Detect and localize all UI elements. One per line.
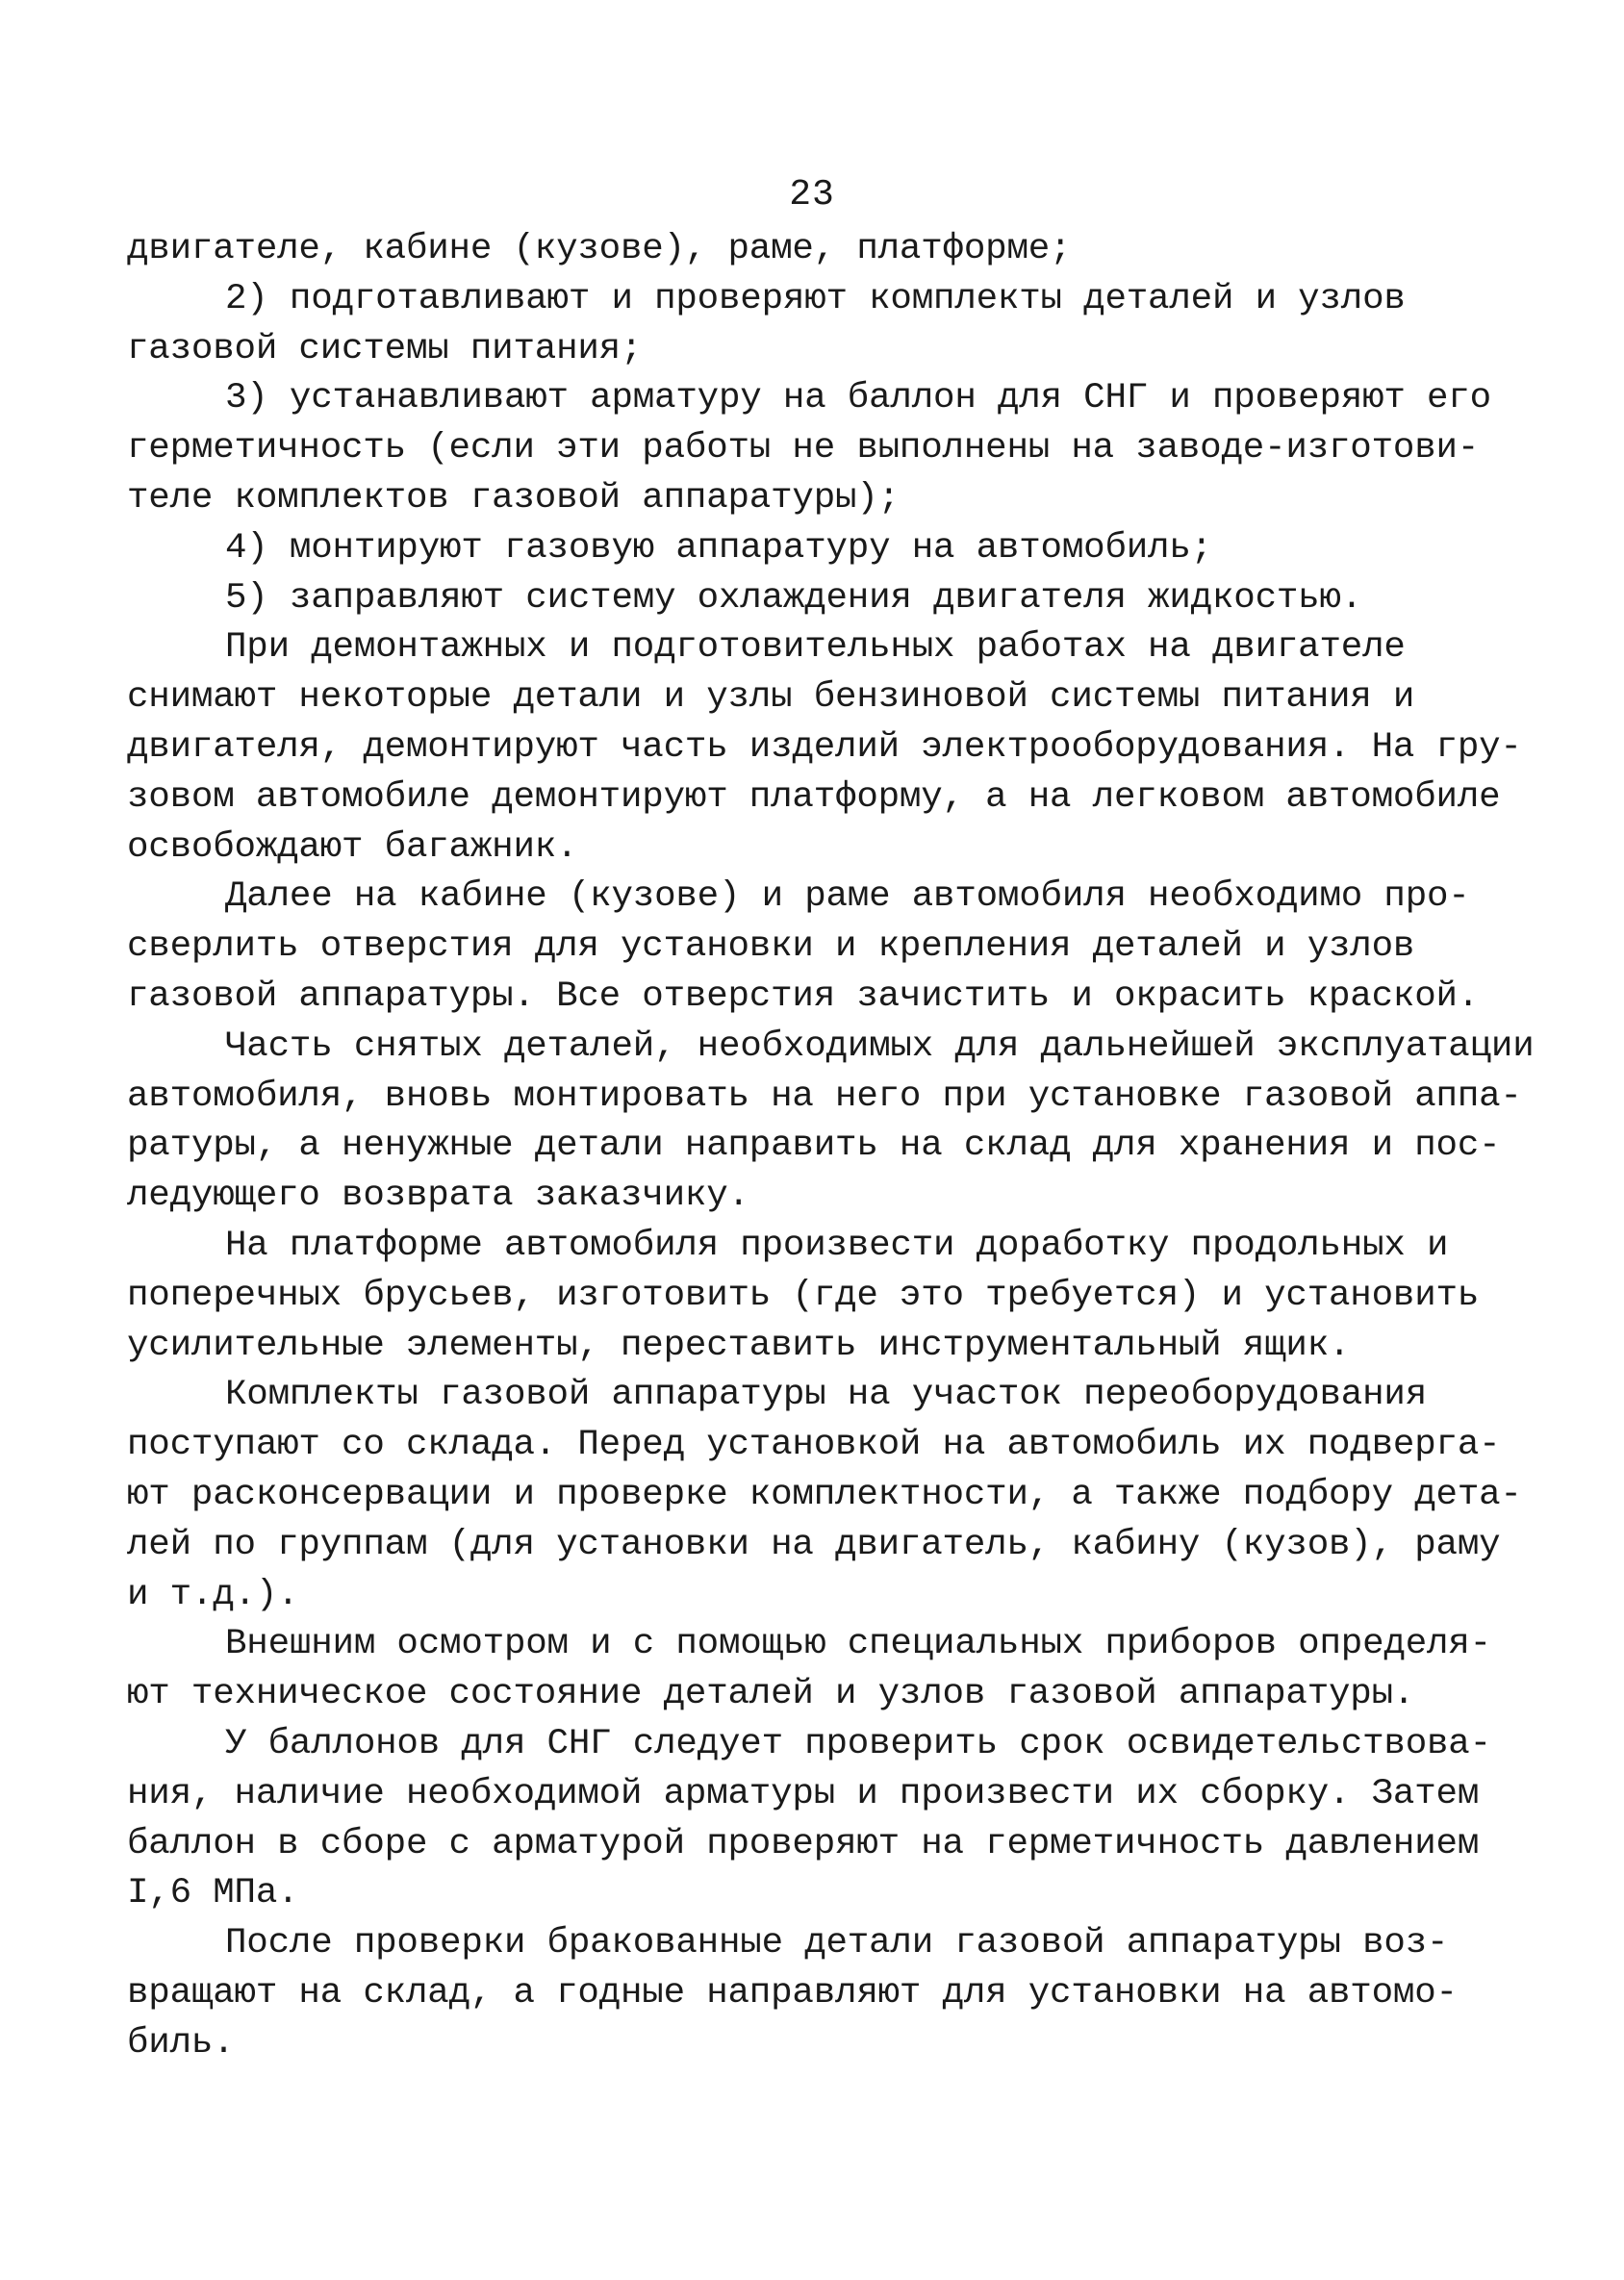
text-line: 5) заправляют систему охлаждения двигателя жидкостью. xyxy=(225,577,1363,619)
text-line: На платформе автомобиля произвести доработку продольных и xyxy=(225,1225,1449,1266)
text-line: усилительные элементы, переставить инструментальный ящик. xyxy=(127,1325,1351,1366)
text-line: газовой аппаратуры. Все отверстия зачистить и окрасить краской. xyxy=(127,975,1480,1017)
text-line: ют техническое состояние деталей и узлов газовой аппаратуры. xyxy=(127,1674,1415,1715)
text-line: сверлить отверстия для установки и крепления деталей и узлов xyxy=(127,926,1415,968)
text-line: герметичность (если эти работы не выполнены на заводе-изготови- xyxy=(127,428,1480,469)
text-line: теле комплектов газовой аппаратуры); xyxy=(127,477,900,519)
text-line: I,6 МПа. xyxy=(127,1873,299,1914)
text-line: ратуры, а ненужные детали направить на склад для хранения и пос- xyxy=(127,1126,1501,1167)
text-line: ют расконсервации и проверке комплектности, а также подбору дета- xyxy=(127,1474,1522,1515)
text-line: и т.д.). xyxy=(127,1574,299,1615)
text-line: зовом автомобиле демонтируют платформу, а на легковом автомобиле xyxy=(127,776,1501,818)
text-line: вращают на склад, а годные направляют для установки на автомо- xyxy=(127,1972,1458,2014)
page-number: 23 xyxy=(789,174,835,215)
text-line: 3) устанавливают арматуру на баллон для СНГ и проверяют его xyxy=(225,378,1491,419)
text-line: снимают некоторые детали и узлы бензиновой системы питания и xyxy=(127,677,1415,719)
text-line: При демонтажных и подготовительных работах на двигателе xyxy=(225,627,1406,669)
text-line: двигателя, демонтируют часть изделий электрооборудования. На гру- xyxy=(127,726,1522,768)
text-line: автомобиля, вновь монтировать на него при установке газовой аппа- xyxy=(127,1076,1522,1117)
text-line: ния, наличие необходимой арматуры и произвести их сборку. Затем xyxy=(127,1773,1480,1814)
text-line: биль. xyxy=(127,2022,235,2064)
text-line: газовой системы питания; xyxy=(127,328,643,369)
text-line: 2) подготавливают и проверяют комплекты деталей и узлов xyxy=(225,278,1406,319)
text-line: У баллонов для СНГ следует проверить срок освидетельствова- xyxy=(225,1723,1491,1764)
text-line: двигателе, кабине (кузове), раме, платформе; xyxy=(127,229,1072,269)
text-line: Внешним осмотром и с помощью специальных приборов определя- xyxy=(225,1624,1491,1665)
text-line: баллон в сборе с арматурой проверяют на герметичность давлением xyxy=(127,1823,1480,1864)
text-line: Часть снятых деталей, необходимых для дальнейшей эксплуатации xyxy=(225,1026,1535,1067)
text-line: Далее на кабине (кузове) и раме автомобиля необходимо про- xyxy=(225,876,1470,918)
text-line: лей по группам (для установки на двигатель, кабину (кузов), раму xyxy=(127,1524,1501,1565)
text-line: ледующего возврата заказчику. xyxy=(127,1176,749,1217)
text-line: После проверки бракованные детали газовой аппаратуры воз- xyxy=(225,1923,1449,1964)
text-line: поступают со склада. Перед установкой на автомобиль их подверга- xyxy=(127,1425,1501,1466)
text-line: поперечных брусьев, изготовить (где это требуется) и установить xyxy=(127,1275,1480,1316)
text-line: освобождают багажник. xyxy=(127,826,578,868)
text-line: 4) монтируют газовую аппаратуру на автомобиль; xyxy=(225,527,1212,569)
text-line: Комплекты газовой аппаратуры на участок переоборудования xyxy=(225,1375,1428,1416)
document-body xyxy=(127,225,1535,2068)
